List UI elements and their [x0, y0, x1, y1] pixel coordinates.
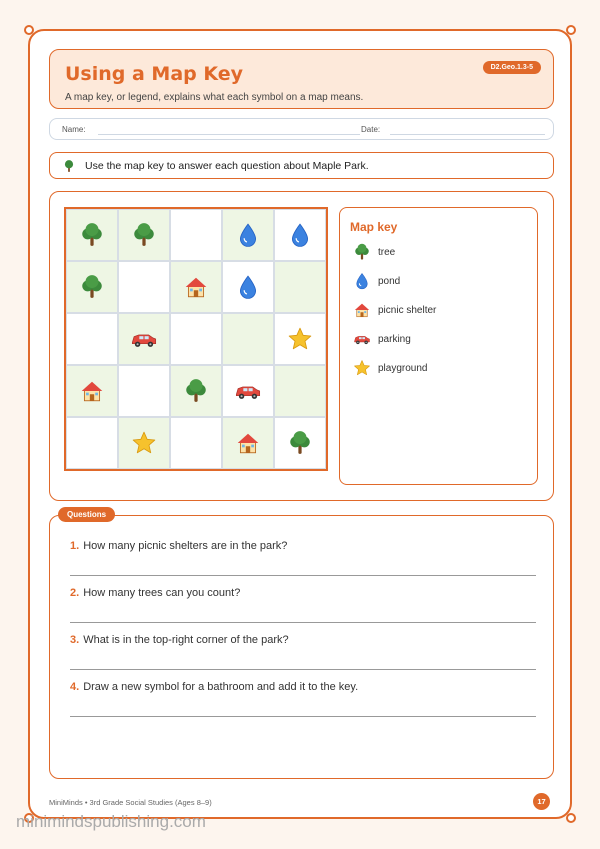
map-cell — [170, 209, 222, 261]
question-text: How many picnic shelters are in the park? — [83, 540, 288, 552]
house-icon — [235, 430, 261, 456]
map-key-title: Map key — [350, 220, 398, 234]
star-icon — [131, 430, 157, 456]
map-cell — [274, 261, 326, 313]
map-key-label: pond — [378, 275, 401, 287]
map-cell — [66, 209, 118, 261]
name-label: Name: — [62, 125, 86, 134]
question-item — [70, 634, 289, 646]
map-cell — [118, 365, 170, 417]
name-date-row — [49, 118, 554, 140]
tree-icon — [352, 243, 372, 261]
car-icon — [352, 330, 372, 348]
map-cell — [118, 209, 170, 261]
question-text: Draw a new symbol for a bathroom and add it to the key. — [83, 681, 359, 693]
question-text: How many trees can you count? — [83, 587, 241, 599]
page-subtitle: A map key, or legend, explains what each symbol on a map means. — [65, 92, 364, 103]
star-icon — [352, 359, 372, 377]
date-field[interactable] — [390, 134, 545, 135]
tree-icon — [79, 274, 105, 300]
answer-line[interactable] — [70, 622, 536, 623]
star-icon — [287, 326, 313, 352]
map-cell — [222, 261, 274, 313]
map-key-item — [352, 358, 427, 378]
tree-icon — [131, 222, 157, 248]
map-key-label: tree — [378, 246, 396, 258]
question-text: What is in the top-right corner of the park? — [83, 634, 289, 646]
map-cell — [118, 261, 170, 313]
answer-line[interactable] — [70, 716, 536, 717]
tree-icon — [183, 378, 209, 404]
house-icon — [183, 274, 209, 300]
title-banner — [49, 49, 554, 109]
map-cell — [222, 365, 274, 417]
water-drop-icon — [235, 222, 261, 248]
question-item — [70, 587, 240, 599]
map-cell — [118, 417, 170, 469]
question-number: 2. — [70, 587, 80, 599]
question-number: 1. — [70, 540, 80, 552]
map-cell — [118, 313, 170, 365]
car-icon — [130, 325, 158, 353]
map-cell — [274, 365, 326, 417]
map-cell — [66, 313, 118, 365]
map-key-item — [352, 242, 395, 262]
question-number: 3. — [70, 634, 80, 646]
question-number: 4. — [70, 681, 80, 693]
map-cell — [274, 417, 326, 469]
house-icon — [79, 378, 105, 404]
map-key-label: picnic shelter — [378, 304, 437, 316]
park-map-grid — [64, 207, 328, 471]
name-field[interactable] — [98, 134, 360, 135]
corner-dot — [24, 25, 34, 35]
instructions-bar — [49, 152, 554, 179]
question-item — [70, 681, 358, 693]
date-label: Date: — [361, 125, 381, 134]
water-drop-icon — [235, 274, 261, 300]
water-drop-icon — [352, 272, 372, 290]
house-icon — [352, 301, 372, 319]
tree-icon — [62, 159, 76, 178]
instructions-text: Use the map key to answer each question about Maple Park. — [85, 160, 369, 172]
questions-section — [49, 510, 554, 779]
map-cell — [274, 313, 326, 365]
map-cell — [222, 209, 274, 261]
page-title: Using a Map Key — [65, 63, 244, 85]
questions-tab: Questions — [58, 507, 115, 522]
map-cell — [66, 365, 118, 417]
map-key-item — [352, 329, 411, 349]
corner-dot — [566, 813, 576, 823]
watermark: minimindspublishing.com — [16, 812, 206, 831]
map-cell — [66, 417, 118, 469]
water-drop-icon — [287, 222, 313, 248]
question-item — [70, 540, 287, 552]
map-key-label: playground — [378, 362, 428, 374]
page-number: 17 — [533, 793, 550, 810]
map-cell — [170, 417, 222, 469]
corner-dot — [566, 25, 576, 35]
map-cell — [222, 313, 274, 365]
map-cell — [170, 261, 222, 313]
map-key-label: parking — [378, 333, 411, 345]
map-cell — [222, 417, 274, 469]
footer-text: MiniMinds • 3rd Grade Social Studies (Ages 8–9) — [49, 798, 212, 807]
tree-icon — [79, 222, 105, 248]
map-section — [49, 191, 554, 501]
tree-icon — [287, 430, 313, 456]
map-cell — [274, 209, 326, 261]
map-cell — [66, 261, 118, 313]
answer-line[interactable] — [70, 669, 536, 670]
car-icon — [234, 377, 262, 405]
worksheet-page — [28, 29, 572, 819]
answer-line[interactable] — [70, 575, 536, 576]
map-key-item — [352, 271, 400, 291]
map-key — [339, 207, 538, 485]
standard-code-badge: D2.Geo.1.3-5 — [483, 61, 541, 74]
map-cell — [170, 365, 222, 417]
map-cell — [170, 313, 222, 365]
map-key-item — [352, 300, 436, 320]
